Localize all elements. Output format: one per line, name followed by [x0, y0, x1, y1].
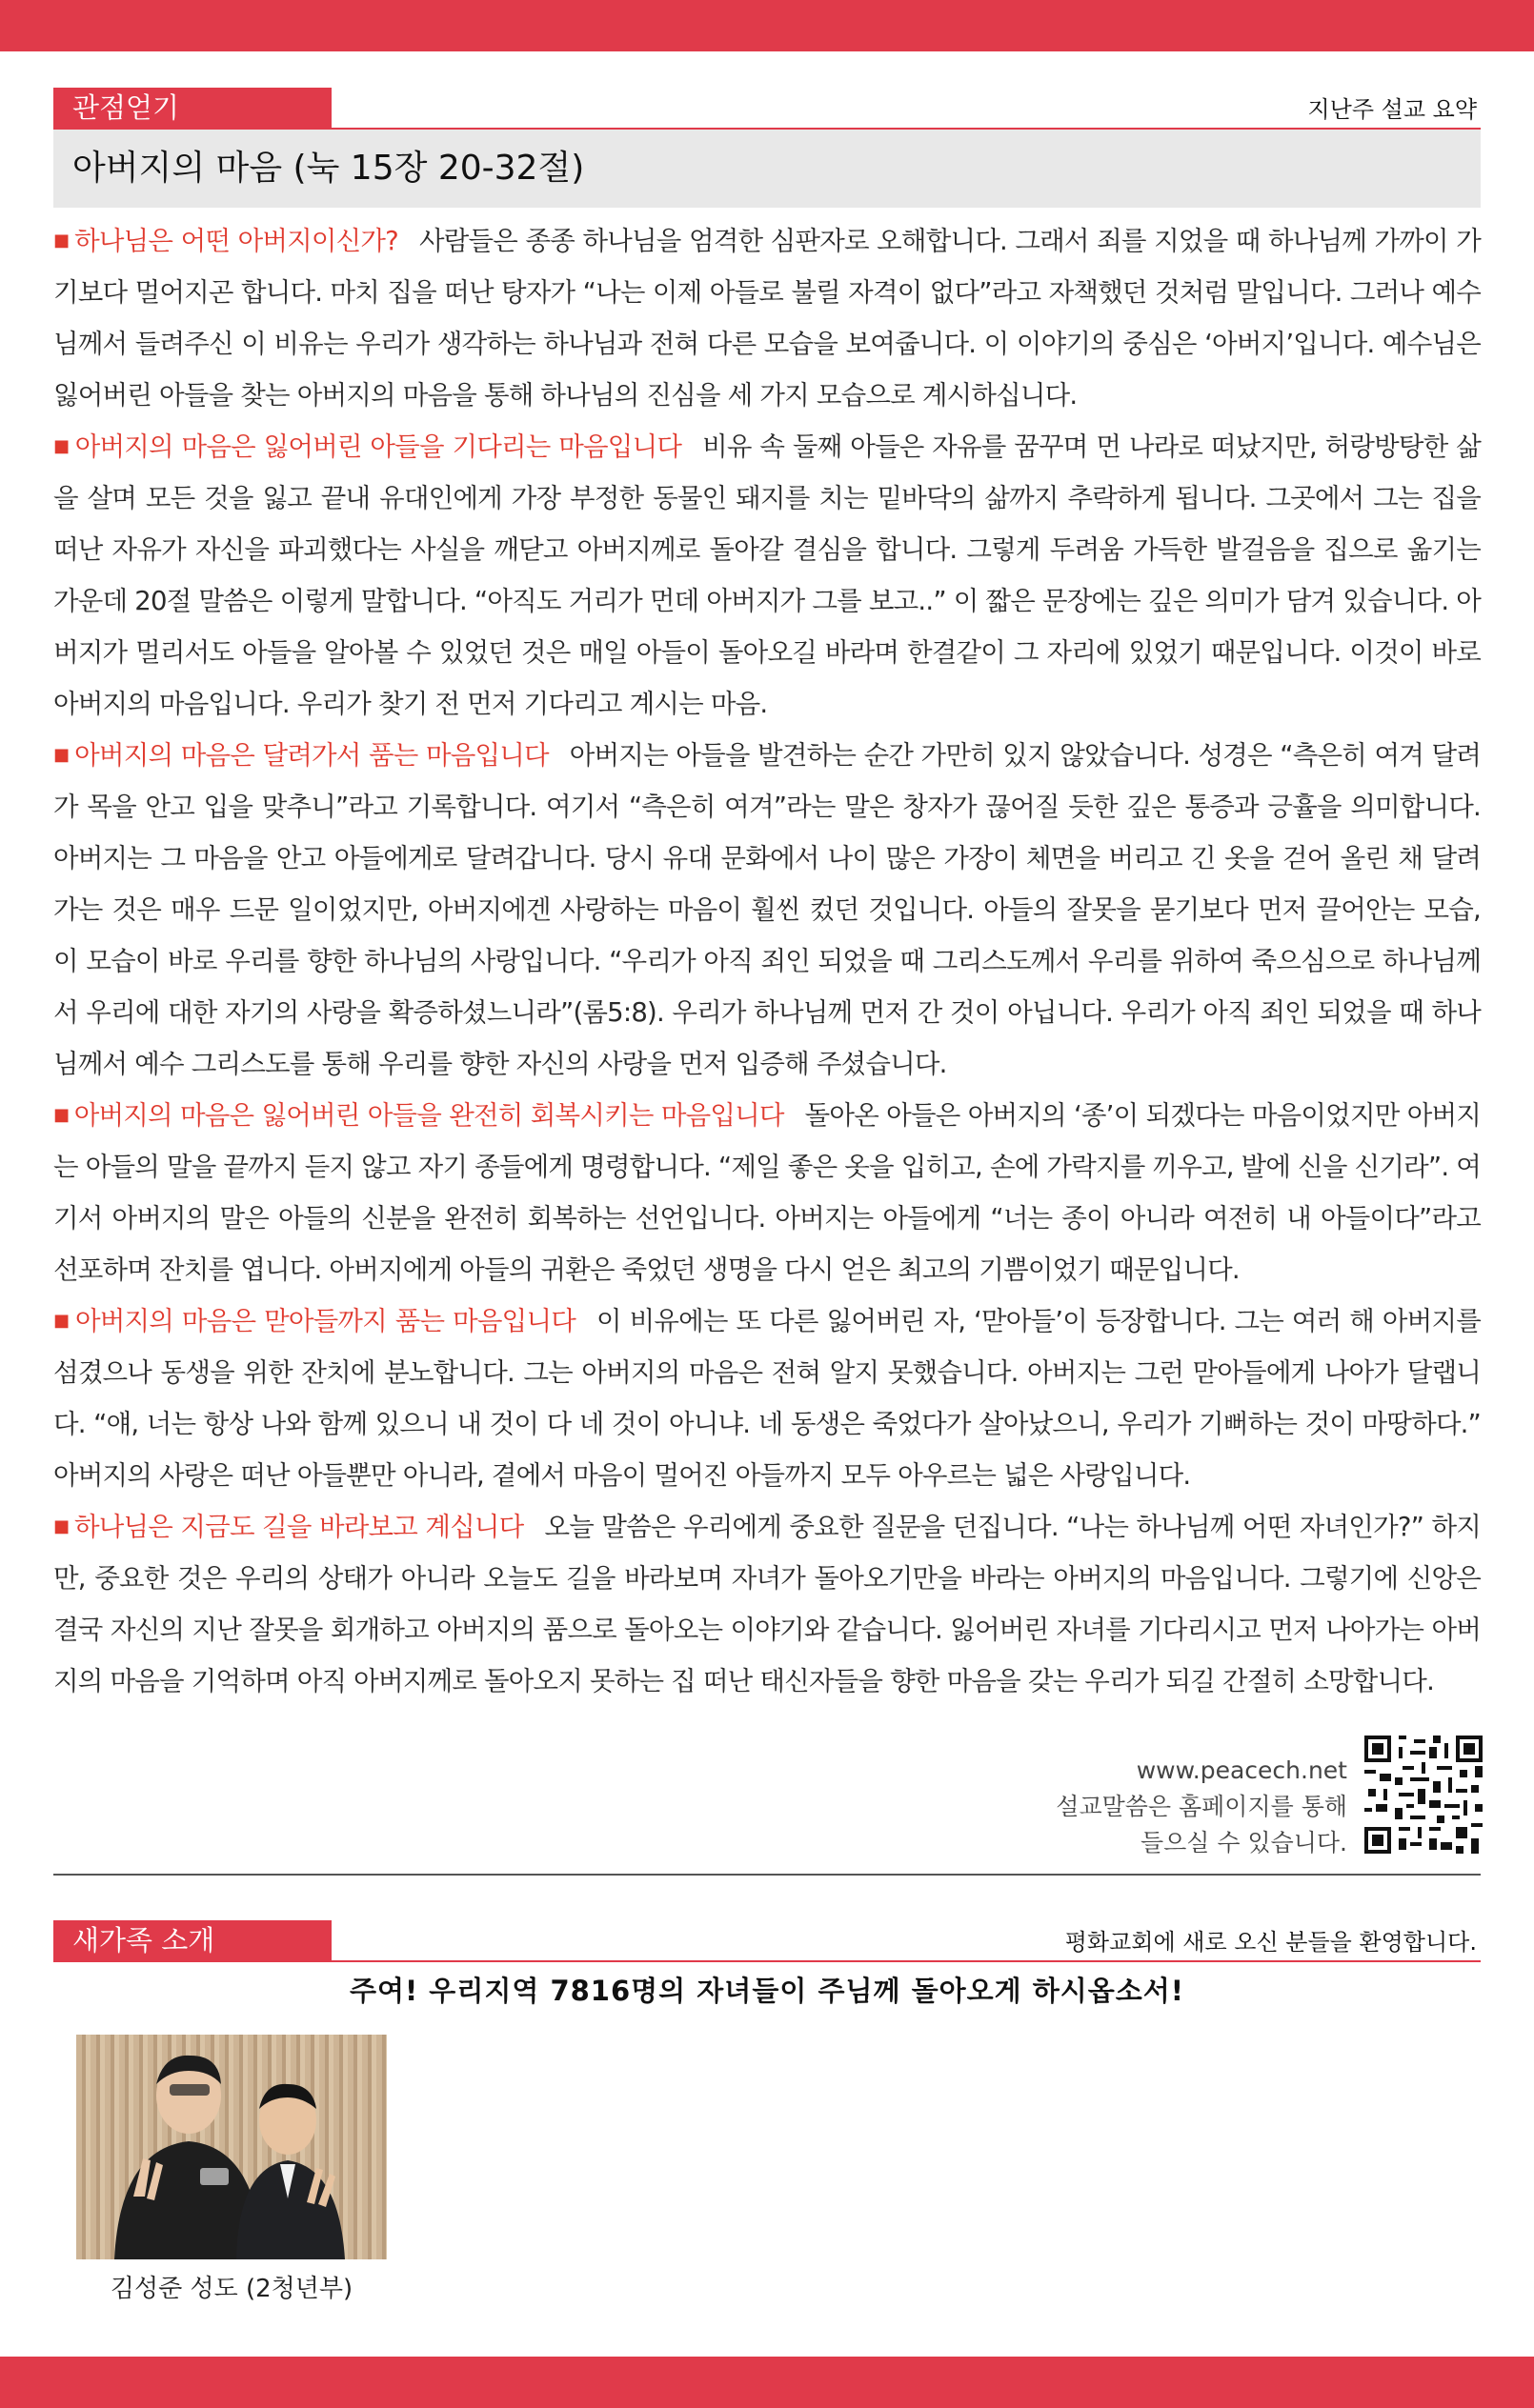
newcomers-section-tag: 새가족 소개: [53, 1920, 332, 1960]
sermon-section-header: [53, 88, 1481, 130]
paragraph-text: 오늘 말씀은 우리에게 중요한 질문을 던집니다. “나는 하나님께 어떤 자녀인가?” 하지만, 중요한 것은 우리의 상태가 아니라 오늘도 길을 바라보며 자녀가 돌아오기만을 바라는 아버지의 마음입니다. 그렇기에 신앙은 결국 자신의 지난 잘못을 회개하고 아버지의 품으로 돌아오는 이야기와 같습니다. 잃어버린 자녀를 기다리시고 먼저 나아가는 아버지의 마음을 기억하며 아직 아버지께로 돌아오지 못하는 집 떠난 태신자들을 향한 마음을 갖는 우리가 되길 간절히 소망합니다.: [53, 1512, 1481, 1696]
website-link[interactable]: www.peacech.net: [1136, 1756, 1347, 1784]
paragraph-heading: ■ 하나님은 어떤 아버지이신가?: [53, 226, 398, 256]
website-info: [1056, 1753, 1347, 1861]
paragraph-text: 사람들은 종종 하나님을 엄격한 심판자로 오해합니다. 그래서 죄를 지었을 때 하나님께 가까이 가기보다 멀어지곤 합니다. 마치 집을 떠난 탕자가 “나는 이제 아들로 불릴 자격이 없다”라고 자책했던 것처럼 말입니다. 그러나 예수님께서 들려주신 이 비유는 우리가 생각하는 하나님과 전혀 다른 모습을 보여줍니다. 이 이야기의 중심은 ‘아버지’입니다. 예수님은 잃어버린 아들을 찾는 아버지의 마음을 통해 하나님의 진심을 세 가지 모습으로 계시하십니다.: [53, 226, 1481, 411]
paragraph-heading: ■ 아버지의 마음은 잃어버린 아들을 기다리는 마음입니다: [53, 431, 681, 462]
paragraph-heading: ■ 아버지의 마음은 잃어버린 아들을 완전히 회복시키는 마음입니다: [53, 1100, 784, 1131]
paragraph-text: 돌아온 아들은 아버지의 ‘종’이 되겠다는 마음이었지만 아버지는 아들의 말을 끝까지 듣지 않고 자기 종들에게 명령합니다. “제일 좋은 옷을 입히고, 손에 가락지를 끼우고, 발에 신을 신기라”. 여기서 아버지의 말은 아들의 신분을 완전히 회복하는 선언입니다. 아버지는 아들에게 “너는 종이 아니라 여전히 내 아들이다”라고 선포하며 잔치를 엽니다. 아버지에게 아들의 귀환은 죽었던 생명을 다시 얻은 최고의 기쁨이었기 때문입니다.: [53, 1100, 1481, 1285]
newcomers-section-header: [53, 1920, 1481, 1962]
newcomer-caption: 김성준 성도 (2청년부): [110, 2275, 353, 2303]
prayer-slogan: 주여! 우리지역 7816명의 자녀들이 주님께 돌아오게 하시옵소서!: [349, 1975, 1185, 2007]
paragraph-text: 이 비유에는 또 다른 잃어버린 자, ‘맏아들’이 등장합니다. 그는 여러 해 아버지를 섬겼으나 동생을 위한 잔치에 분노합니다. 그는 아버지의 마음은 전혀 알지 못했습니다. 아버지는 그런 맏아들에게 나아가 달랩니다. “얘, 너는 항상 나와 함께 있으니 내 것이 다 네 것이 아니냐. 네 동생은 죽었다가 살아났으니, 우리가 기뻐하는 것이 마땅하다.” 아버지의 사랑은 떠난 아들뿐만 아니라, 곁에서 마음이 멀어진 아들까지 모두 아우르는 넓은 사랑입니다.: [53, 1306, 1481, 1491]
website-note-line-1: 설교말씀은 홈페이지를 통해: [1056, 1793, 1347, 1820]
bottom-color-band: [0, 2357, 1534, 2408]
paragraph-heading: ■ 하나님은 지금도 길을 바라보고 계십니다: [53, 1512, 523, 1542]
sermon-paragraph: [53, 421, 1481, 730]
sermon-title: 아버지의 마음 (눅 15장 20-32절): [53, 130, 1481, 208]
sermon-body: [53, 215, 1481, 1707]
sermon-paragraph: [53, 1295, 1481, 1501]
people-photo-illustration: [76, 2035, 387, 2259]
paragraph-text: 비유 속 둘째 아들은 자유를 꿈꾸며 먼 나라로 떠났지만, 허랑방탕한 삶을 살며 모든 것을 잃고 끝내 유대인에게 가장 부정한 동물인 돼지를 치는 밑바닥의 삶까지 추락하게 됩니다. 그곳에서 그는 집을 떠난 자유가 자신을 파괴했다는 사실을 깨닫고 아버지께로 돌아갈 결심을 합니다. 그렇게 두려움 가득한 발걸음을 집으로 옮기는 가운데 20절 말씀은 이렇게 말합니다. “아직도 거리가 먼데 아버지가 그를 보고..” 이 짧은 문장에는 깊은 의미가 담겨 있습니다. 아버지가 멀리서도 아들을 알아볼 수 있었던 것은 매일 아들이 돌아오길 바라며 한결같이 그 자리에 있었기 때문입니다. 이것이 바로 아버지의 마음입니다. 우리가 찾기 전 먼저 기다리고 계시는 마음.: [53, 431, 1481, 719]
sermon-section-tag: 관점얻기: [53, 88, 332, 128]
section-divider: [53, 1874, 1481, 1876]
sermon-paragraph: [53, 1090, 1481, 1295]
newcomers-section-subtitle: 평화교회에 새로 오신 분들을 환영합니다.: [1064, 1929, 1477, 1956]
paragraph-heading: ■ 아버지의 마음은 달려가서 품는 마음입니다: [53, 740, 549, 771]
sermon-section-subtitle: 지난주 설교 요약: [1307, 96, 1477, 123]
website-note-line-2: 들으실 수 있습니다.: [1140, 1829, 1347, 1856]
sermon-paragraph: [53, 730, 1481, 1090]
paragraph-heading: ■ 아버지의 마음은 맏아들까지 품는 마음입니다: [53, 1306, 575, 1336]
paragraph-text: 아버지는 아들을 발견하는 순간 가만히 있지 않았습니다. 성경은 “측은히 여겨 달려가 목을 안고 입을 맞추니”라고 기록합니다. 여기서 “측은히 여겨”라는 말은 창자가 끊어질 듯한 깊은 통증과 긍휼을 의미합니다. 아버지는 그 마음을 안고 아들에게로 달려갑니다. 당시 유대 문화에서 나이 많은 가장이 체면을 버리고 긴 옷을 걷어 올린 채 달려가는 것은 매우 드문 일이었지만, 아버지에겐 사랑하는 마음이 훨씬 컸던 것입니다. 아들의 잘못을 묻기보다 먼저 끌어안는 모습, 이 모습이 바로 우리를 향한 하나님의 사랑입니다. “우리가 아직 죄인 되었을 때 그리스도께서 우리를 위하여 죽으심으로 하나님께서 우리에 대한 자기의 사랑을 확증하셨느니라”(롬5:8). 우리가 하나님께 먼저 간 것이 아닙니다. 우리가 아직 죄인 되었을 때 하나님께서 예수 그리스도를 통해 우리를 향한 자신의 사랑을 먼저 입증해 주셨습니다.: [53, 740, 1481, 1079]
top-color-band: [0, 0, 1534, 51]
newcomer-photo: [76, 2035, 387, 2259]
sermon-paragraph: [53, 215, 1481, 421]
sermon-paragraph: [53, 1501, 1481, 1707]
qr-code-icon[interactable]: [1364, 1736, 1483, 1854]
